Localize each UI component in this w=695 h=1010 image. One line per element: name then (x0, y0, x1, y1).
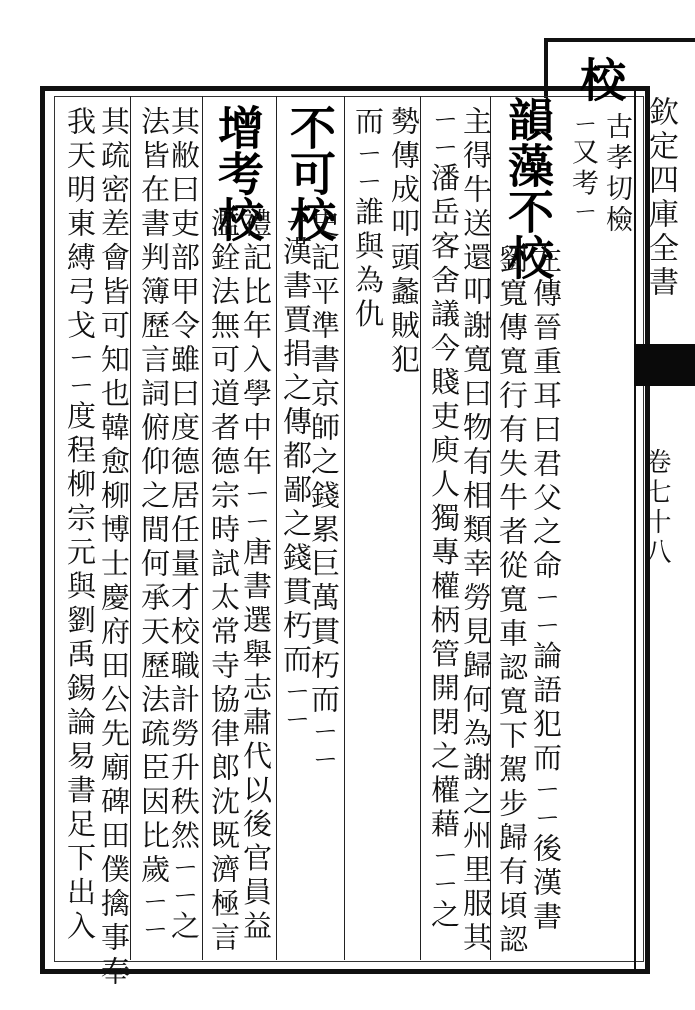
entry-heading: 不可校 (283, 104, 337, 242)
text-column: 而ㄧㄧ誰與為仇 (351, 106, 385, 333)
section-heading: 校 (573, 56, 627, 102)
text-column: ㄧㄧ潘岳客舍議今賤吏庾人獨專權柄管開閉之權藉ㄧㄧ之 (427, 106, 461, 933)
reading-line: 古孝切檢 (601, 112, 632, 236)
text-column: 主得牛送還叩謝寬曰物有相類幸勞見歸何為謝之州里服其 (459, 106, 493, 956)
text-column: 其疏密差會皆可知也韓愈柳博士慶府田公先廟碑田僕擒事奉 (97, 106, 131, 990)
volume-label: 卷七十八 (641, 448, 671, 568)
text-column: ㄧ漢書賈捐之傳都鄙之錢貫朽而ㄧㄧ (279, 208, 313, 735)
text-column: 勢傳成叩頭蠡賊犯 (387, 106, 421, 378)
entry-heading: 增考校 (211, 104, 265, 242)
reading-line: ㄧ又考ㄧ (567, 112, 598, 226)
text-column: 其敝曰吏部甲令雖曰度德居任量才校職計勞升秩然ㄧㄧ之 (167, 106, 201, 945)
text-column: 劉寬傳寬行有失牛者從寬車認寬下駕步歸有頃認 (495, 244, 529, 958)
column-rule (344, 96, 345, 960)
text-column: 史記平準書京師之錢累巨萬貫朽而ㄧㄧ (307, 208, 341, 775)
text-column: 左傳晉重耳曰君父之命ㄧㄧ論語犯而ㄧㄧ後漢書 (529, 244, 563, 935)
library-title: 欽定四庫全書 (643, 96, 678, 300)
text-column: 法皆在書判簿歷言詞俯仰之間何承天歷法疏臣因比歲ㄧㄧ (137, 106, 171, 945)
text-column: 禮記比年入學中年ㄧㄧ唐書選舉志肅代以後官員益 (239, 208, 273, 945)
text-column: 我天明東縛弓戈ㄧㄧ度程柳宗元與劉禹錫論易書足下出入 (63, 106, 97, 945)
entry-heading: 韻藻不校 (501, 96, 555, 280)
text-column: 濫銓法無可道者德宗時試太常寺協律郎沈既濟極言 (207, 208, 241, 956)
fishtail-mark (634, 344, 695, 386)
